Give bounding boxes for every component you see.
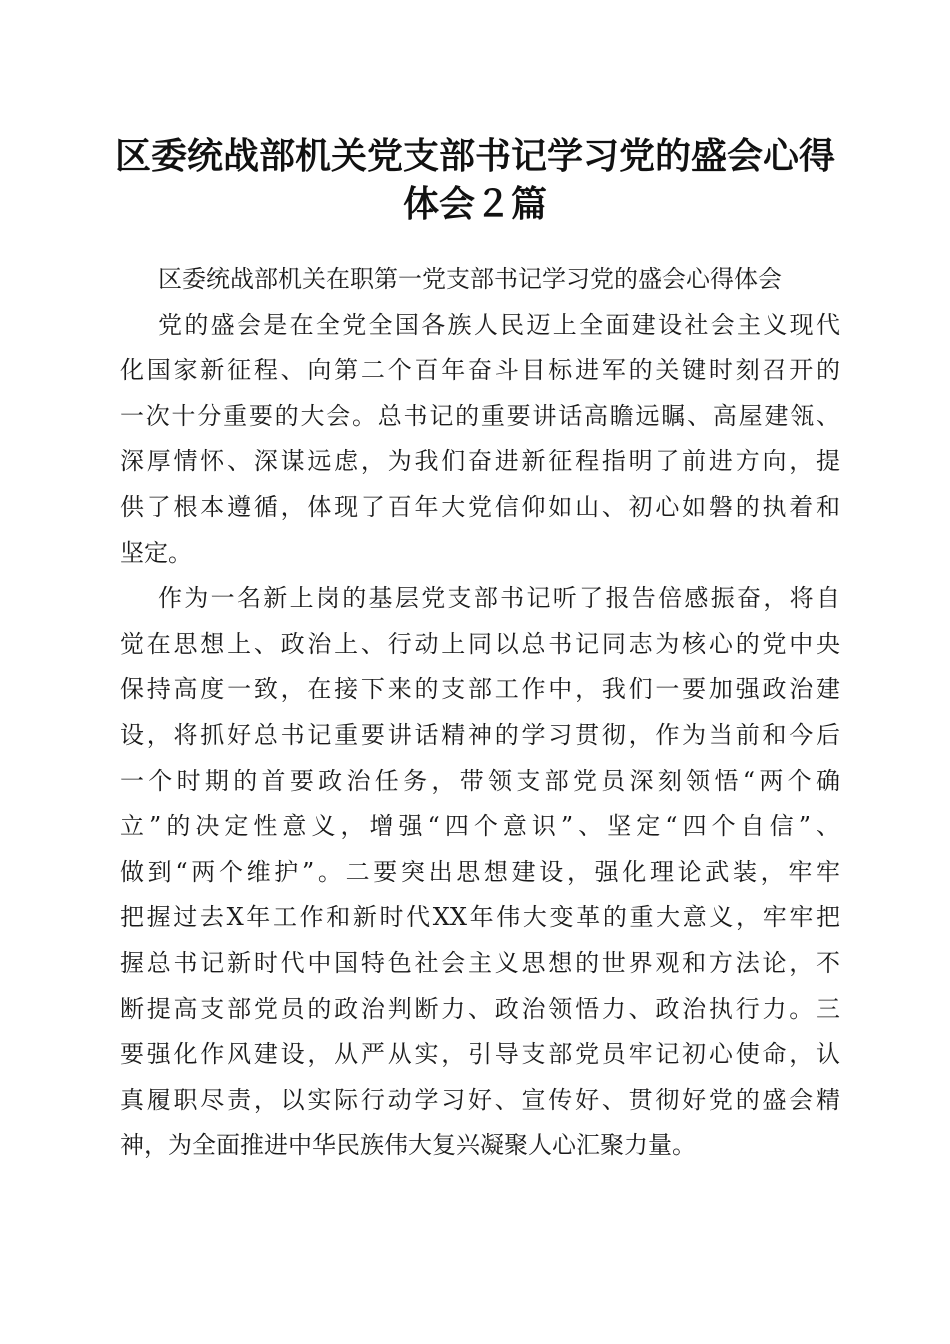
paragraph-2 <box>120 576 840 1169</box>
paragraph-line: 坚定。 <box>120 538 192 567</box>
paragraph-line: 立”的决定性意义，增强“四个意识”、坚定“四个自信”、 <box>120 812 840 841</box>
document-title <box>100 132 850 228</box>
paragraph-line: 党的盛会是在全党全国各族人民迈上全面建设社会主义现代 <box>158 310 840 339</box>
paragraph-line: 要强化作风建设，从严从实，引导支部党员牢记初心使命，认 <box>120 1040 840 1069</box>
paragraph-line: 一次十分重要的大会。总书记的重要讲话高瞻远瞩、高屋建瓴、 <box>120 401 840 430</box>
paragraph-line: 做到“两个维护”。二要突出思想建设，强化理论武装，牢牢 <box>120 857 840 886</box>
title-line-2: 体会２篇 <box>402 183 547 225</box>
paragraph-line: 握总书记新时代中国特色社会主义思想的世界观和方法论，不 <box>120 948 840 977</box>
paragraph-line: 深厚情怀、深谋远虑，为我们奋进新征程指明了前进方向，提 <box>120 447 840 476</box>
paragraph-line: 设，将抓好总书记重要讲话精神的学习贯彻，作为当前和今后 <box>120 720 840 749</box>
paragraph-line: 化国家新征程、向第二个百年奋斗目标进军的关键时刻召开的 <box>120 356 840 385</box>
paragraph-line: 保持高度一致，在接下来的支部工作中，我们一要加强政治建 <box>120 675 840 704</box>
document-body <box>120 257 840 1169</box>
paragraph-line: 觉在思想上、政治上、行动上同以总书记同志为核心的党中央 <box>120 629 840 658</box>
paragraph-line: 神，为全面推进中华民族伟大复兴凝聚人心汇聚力量。 <box>120 1131 696 1160</box>
paragraph-line: 真履职尽责，以实际行动学习好、宣传好、贯彻好党的盛会精 <box>120 1085 840 1114</box>
title-line-1: 区委统战部机关党支部书记学习党的盛会心得 <box>114 135 835 177</box>
section-subtitle: 区委统战部机关在职第一党支部书记学习党的盛会心得体会 <box>158 265 782 293</box>
paragraph-1 <box>120 303 840 577</box>
paragraph-line: 一个时期的首要政治任务，带领支部党员深刻领悟“两个确 <box>120 766 840 795</box>
paragraph-line: 供了根本遵循，体现了百年大党信仰如山、初心如磐的执着和 <box>120 492 840 521</box>
paragraph-line: 作为一名新上岗的基层党支部书记听了报告倍感振奋，将自 <box>158 584 840 613</box>
paragraph-line: 把握过去X年工作和新时代XX年伟大变革的重大意义，牢牢把 <box>120 903 840 932</box>
paragraph-line: 断提高支部党员的政治判断力、政治领悟力、政治执行力。三 <box>120 994 840 1023</box>
